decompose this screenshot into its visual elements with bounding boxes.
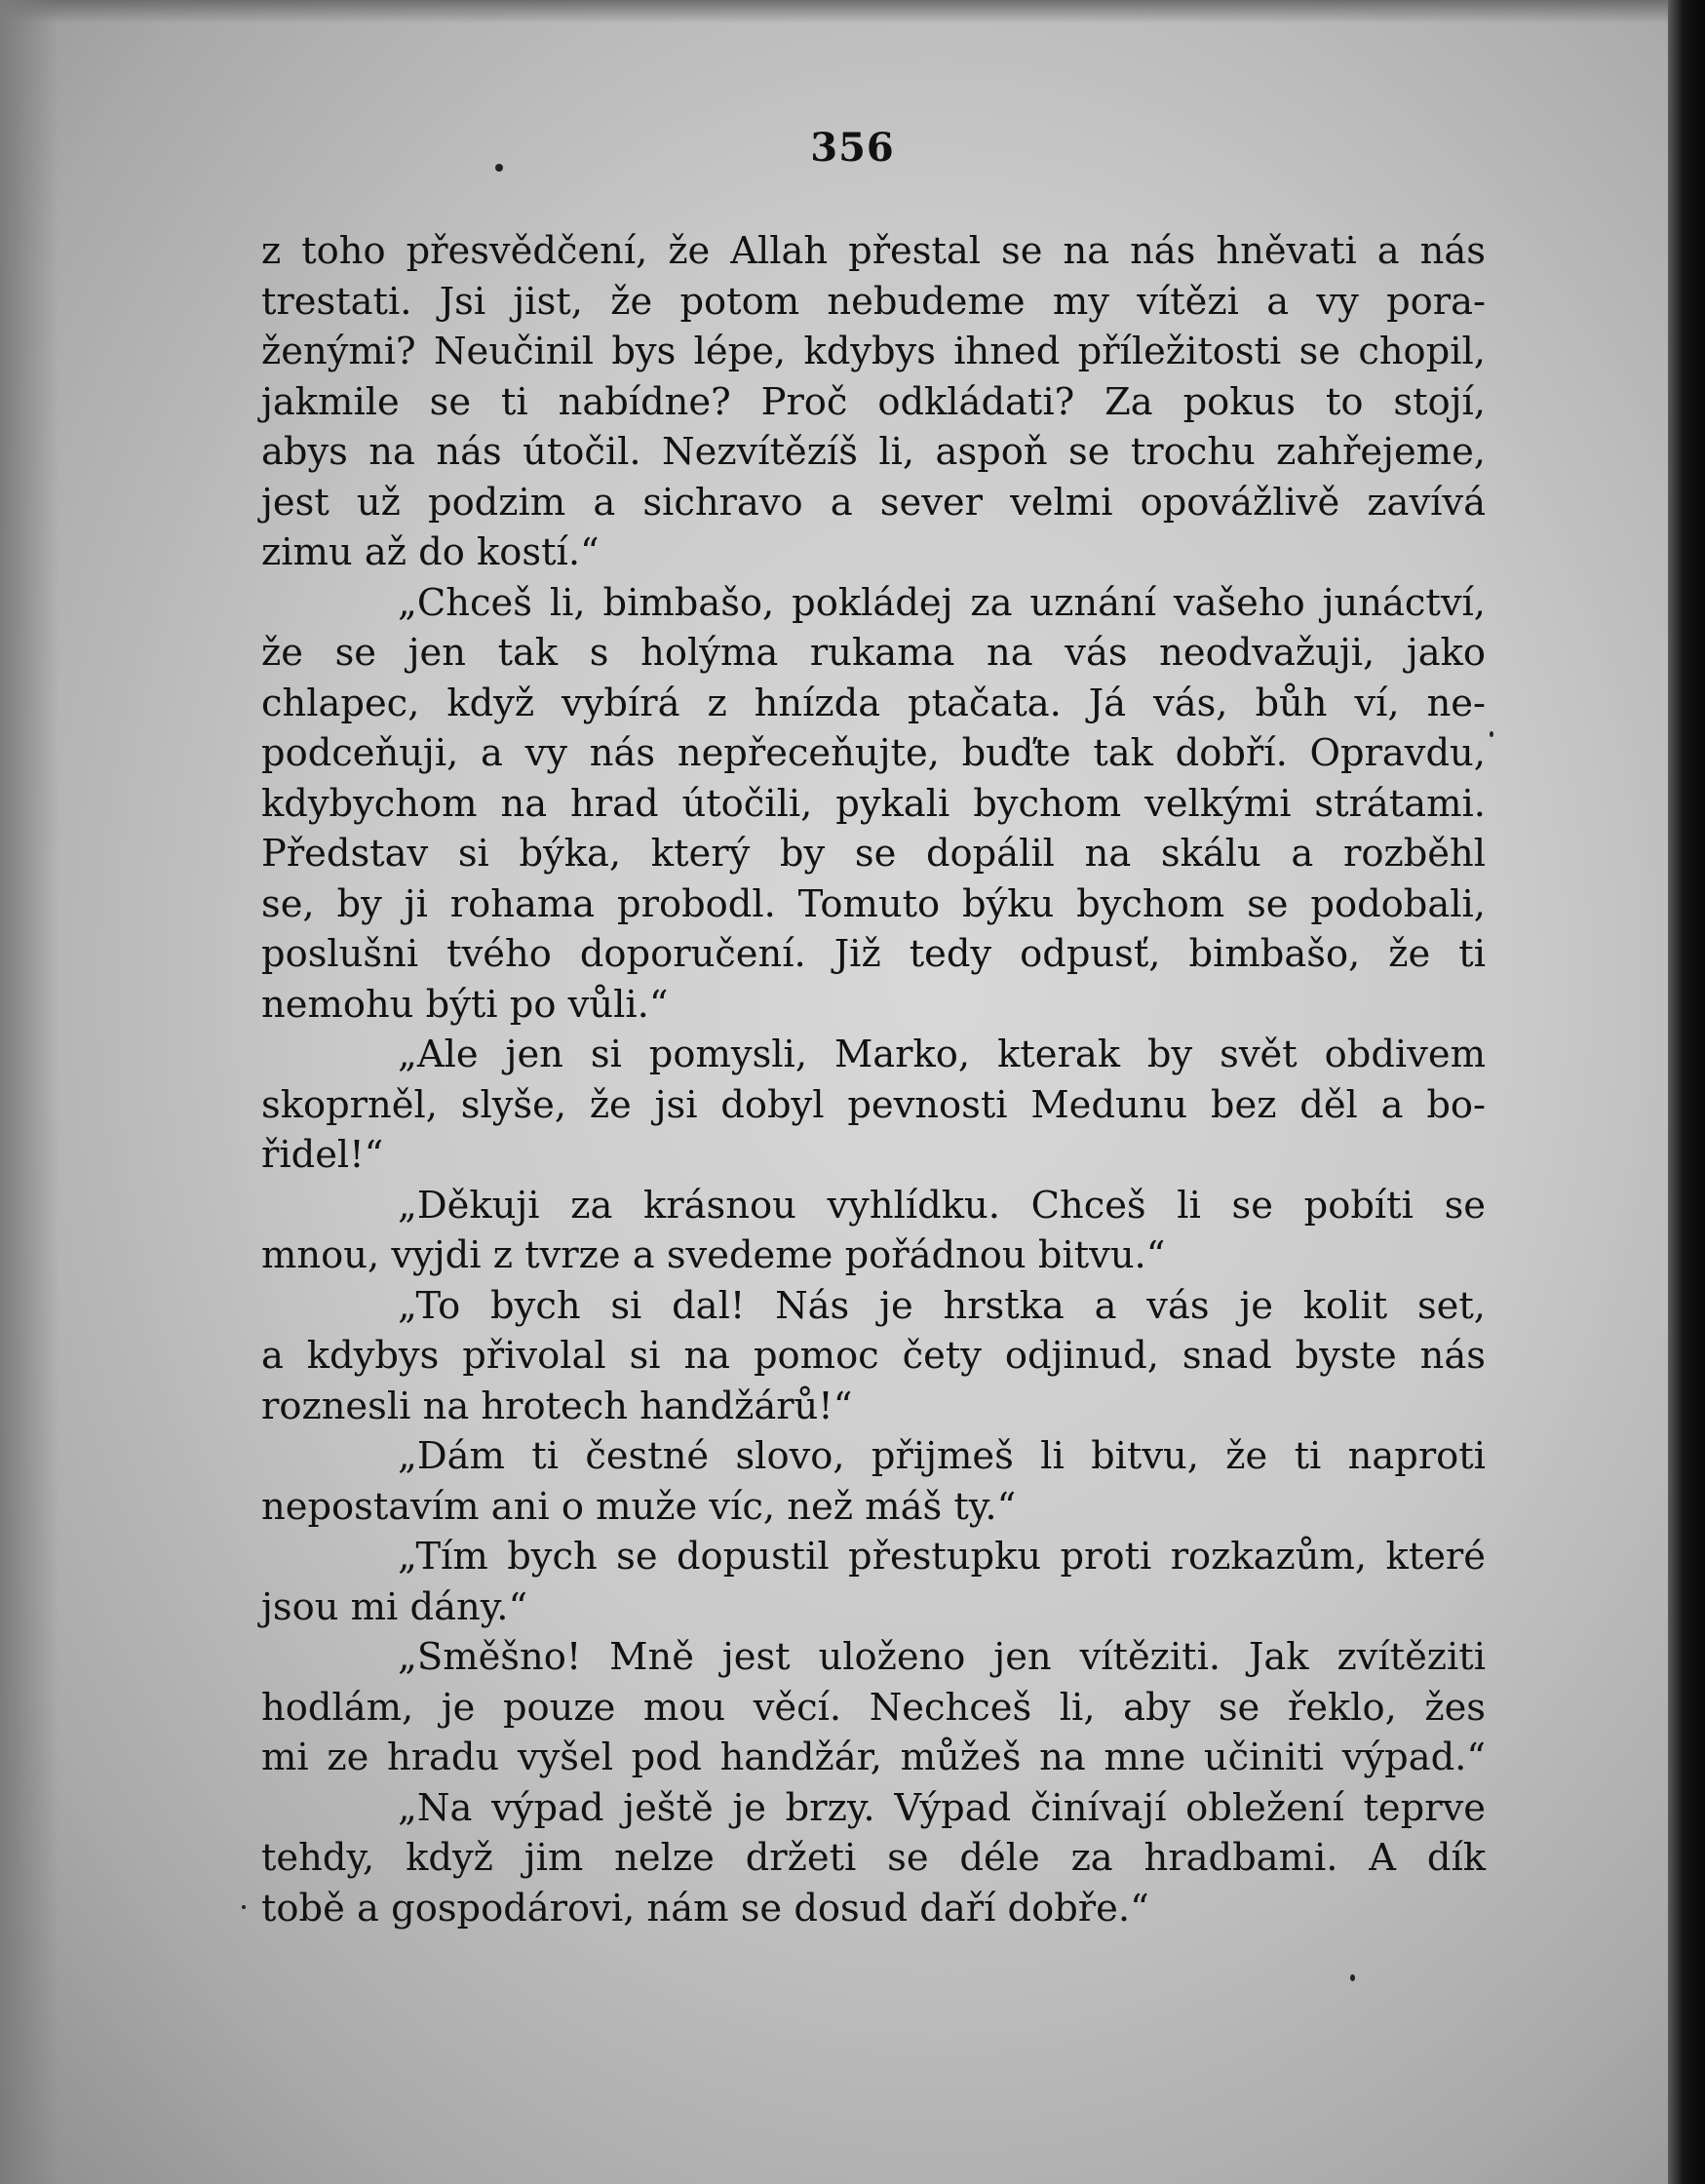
page-number: 356 <box>810 125 895 171</box>
text-line: hodlám, je pouze mou věcí. Nechceš li, aby se řeklo, žes <box>261 1685 1486 1730</box>
text-line: Představ si býka, který by se dopálil na skálu a rozběhl <box>261 832 1486 876</box>
text-line: tehdy, když jim nelze držeti se déle za hradbami. A dík <box>261 1836 1486 1880</box>
text-line: jest už podzim a sichravo a sever velmi opovážlivě zavívá <box>261 480 1486 525</box>
text-line: „Směšno! Mně jest uloženo jen vítěziti. Jak zvítěziti <box>398 1635 1486 1679</box>
text-line: tobě a gospodárovi, nám se dosud daří dobře.“ <box>261 1886 1149 1930</box>
text-line: mnou, vyjdi z tvrze a svedeme pořádnou bitvu.“ <box>261 1233 1166 1277</box>
text-line: nepostavím ani o muže víc, než máš ty.“ <box>261 1484 1017 1529</box>
text-line: jakmile se ti nabídne? Proč odkládati? Za pokus to stojí, <box>261 379 1486 424</box>
scan-shadow-top <box>0 0 1705 23</box>
text-line: mi ze hradu vyšel pod handžár, můžeš na mne učiniti výpad.“ <box>261 1736 1486 1779</box>
text-line: poslušni tvého doporučení. Již tedy odpusť, bimbašo, že ti <box>261 932 1486 976</box>
text-line: a kdybys přivolal si na pomoc čety odjinud, snad byste nás <box>261 1334 1486 1378</box>
text-line: abys na nás útočil. Nezvítězíš li, aspoň se trochu zahřejeme, <box>261 430 1486 474</box>
text-line: řidel!“ <box>261 1133 384 1177</box>
ink-speck <box>1350 1974 1355 1981</box>
text-line: ženými? Neučinil bys lépe, kdybys ihned příležitosti se chopil, <box>261 330 1486 373</box>
text-line: skoprněl, slyše, že jsi dobyl pevnosti Medunu bez děl a bo- <box>261 1082 1486 1127</box>
body-text <box>261 226 1486 1933</box>
text-line: „Dám ti čestné slovo, přijmeš li bitvu, že ti naproti <box>398 1434 1486 1478</box>
text-line: „Tím bych se dopustil přestupku proti rozkazům, které <box>398 1535 1486 1579</box>
text-line: z toho přesvědčení, že Allah přestal se na nás hněvati a nás <box>261 229 1486 273</box>
text-line: „Chceš li, bimbašo, pokládej za uznání vašeho junáctví, <box>398 580 1486 625</box>
text-line: že se jen tak s holýma rukama na vás neodvažuji, jako <box>261 631 1486 675</box>
text-line: podceňuji, a vy nás nepřeceňujte, buďte tak dobří. Opravdu, <box>261 731 1486 775</box>
ink-speck <box>242 1905 246 1909</box>
text-line: trestati. Jsi jist, že potom nebudeme my vítězi a vy pora- <box>261 279 1486 324</box>
text-line: „Na výpad ještě je brzy. Výpad činívají obležení teprve <box>398 1785 1486 1830</box>
scan-shadow-left <box>0 0 58 2184</box>
scan-dark-edge-right <box>1668 0 1705 2184</box>
ink-speck <box>1490 731 1493 737</box>
text-line: nemohu býti po vůli.“ <box>261 982 669 1027</box>
text-line: zimu až do kostí.“ <box>261 530 600 574</box>
text-line: chlapec, když vybírá z hnízda ptačata. Já vás, bůh ví, ne- <box>261 681 1486 725</box>
text-line: kdybychom na hrad útočili, pykali bychom velkými strátami. <box>261 781 1486 826</box>
text-line: se, by ji rohama probodl. Tomuto býku bychom se podobali, <box>261 881 1486 926</box>
text-line: jsou mi dány.“ <box>261 1584 528 1629</box>
text-line: „Děkuji za krásnou vyhlídku. Chceš li se pobíti se <box>398 1183 1486 1228</box>
text-line: „To bych si dal! Nás je hrstka a vás je kolit set, <box>398 1283 1486 1328</box>
text-line: roznesli na hrotech handžárů!“ <box>261 1384 853 1428</box>
text-line: „Ale jen si pomysli, Marko, kterak by svět obdivem <box>398 1033 1486 1076</box>
